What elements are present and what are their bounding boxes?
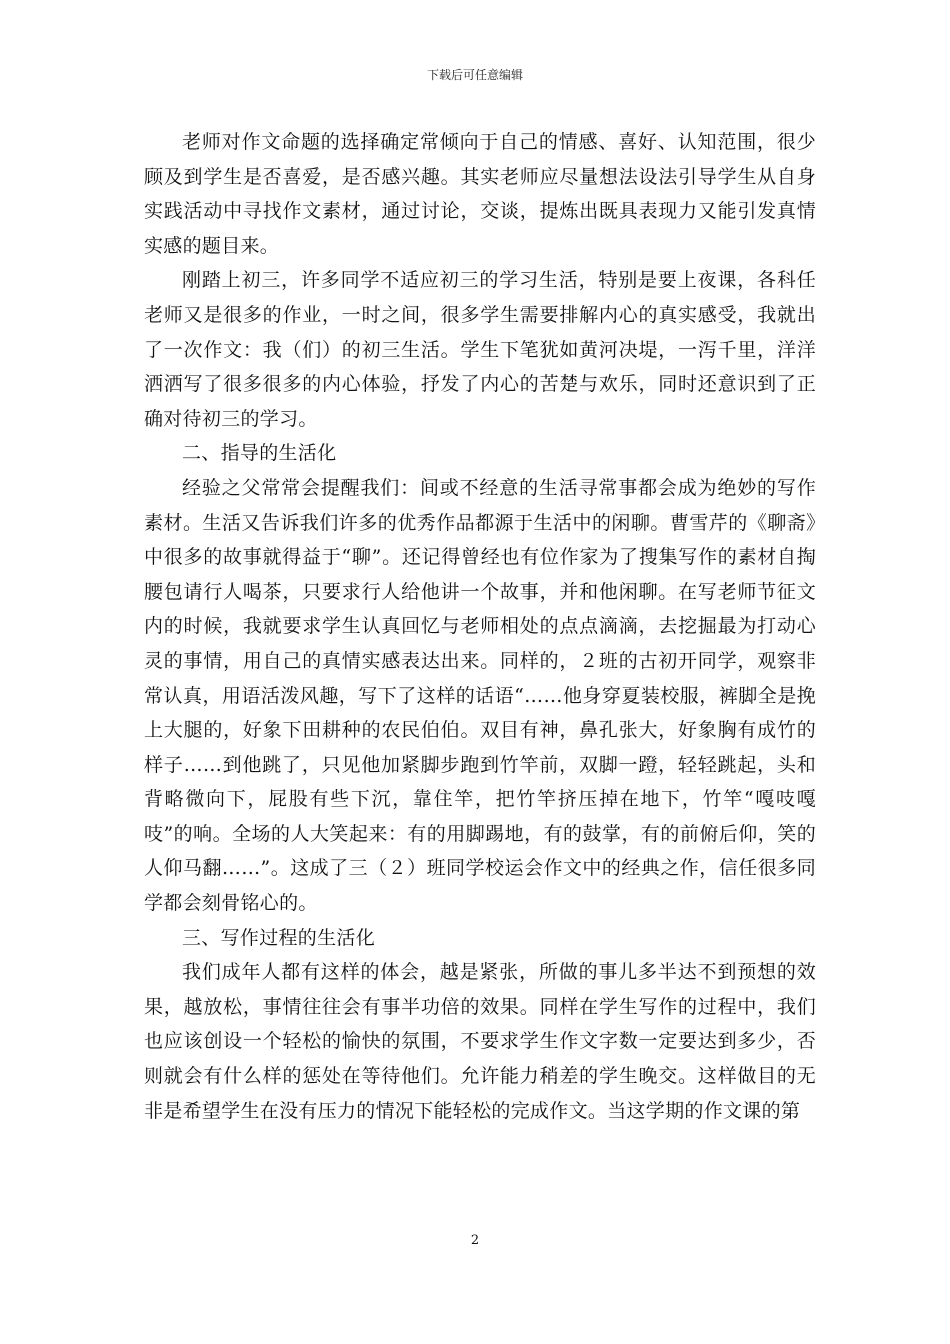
paragraph-topic-selection: 老师对作文命题的选择确定常倾向于自己的情感、喜好、认知范围，很少顾及到学生是否喜爱，是否感兴趣。其实老师应尽量想法设法引导学生从自身实践活动中寻找作文素材，通过讨论，交谈，提炼出既具表现力又能引发真情实感的题目来。: [144, 131, 816, 257]
section-heading-writing-process: 三、写作过程的生活化: [182, 926, 376, 949]
paragraph-grade-three-life: 刚踏上初三，许多同学不适应初三的学习生活，特别是要上夜课，各科任老师又是很多的作业，一时之间，很多学生需要排解内心的真实感受，我就出了一次作文：我（们）的初三生活。学生下笔犹如黄河决堤，一泻千里，洋洋洒洒写了很多很多的内心体验，抒发了内心的苦楚与欢乐，同时还意识到了正确对待初三的学习。: [144, 269, 816, 430]
paragraph-life-materials: 经验之父常常会提醒我们：间或不经意的生活寻常事都会成为绝妙的写作素材。生活又告诉我们许多的优秀作品都源于生活中的闲聊。曹雪芹的《聊斋》中很多的故事就得益于“聊”。还记得曾经也有位作家为了搜集写作的素材自掏腰包请行人喝茶，只要求行人给他讲一个故事，并和他闲聊。在写老师节征文内的时候，我就要求学生认真回忆与老师相处的点点滴滴，去挖掘最为打动心灵的事情，用自己的真情实感表达出来。同样的，２班的古初开同学，观察非常认真，用语活泼风趣，写下了这样的话语“……他身穿夏装校服，裤脚全是挽上大腿的，好象下田耕种的农民伯伯。双目有神，鼻孔张大，好象胸有成竹的样子……到他跳了，只见他加紧脚步跑到竹竿前，双脚一蹬，轻轻跳起，头和背略微向下，屁股有些下沉，靠住竿，把竹竿挤压掉在地下，竹竿“嘎吱嘎吱”的响。全场的人大笑起来：有的用脚踢地，有的鼓掌，有的前俯后仰，笑的人仰马翻……”。这成了三（２）班同学校运会作文中的经典之作，信任很多同学都会刻骨铭心的。: [144, 476, 816, 915]
section-heading-guidance: 二、指导的生活化: [182, 442, 337, 465]
page-header: 下载后可任意编辑: [426, 68, 523, 82]
document-body: [144, 125, 816, 1128]
paragraph-relaxed-atmosphere: 我们成年人都有这样的体会，越是紧张，所做的事儿多半达不到预想的效果，越放松，事情往往会有事半功倍的效果。同样在学生写作的过程中，我们也应该创设一个轻松的愉快的氛围，不要求学生作文字数一定要达到多少，否则就会有什么样的惩处在等待他们。允许能力稍差的学生晚交。这样做目的无非是希望学生在没有压力的情况下能轻松的完成作文。当这学期的作文课的第: [144, 961, 816, 1122]
page-number: 2: [470, 1233, 480, 1248]
